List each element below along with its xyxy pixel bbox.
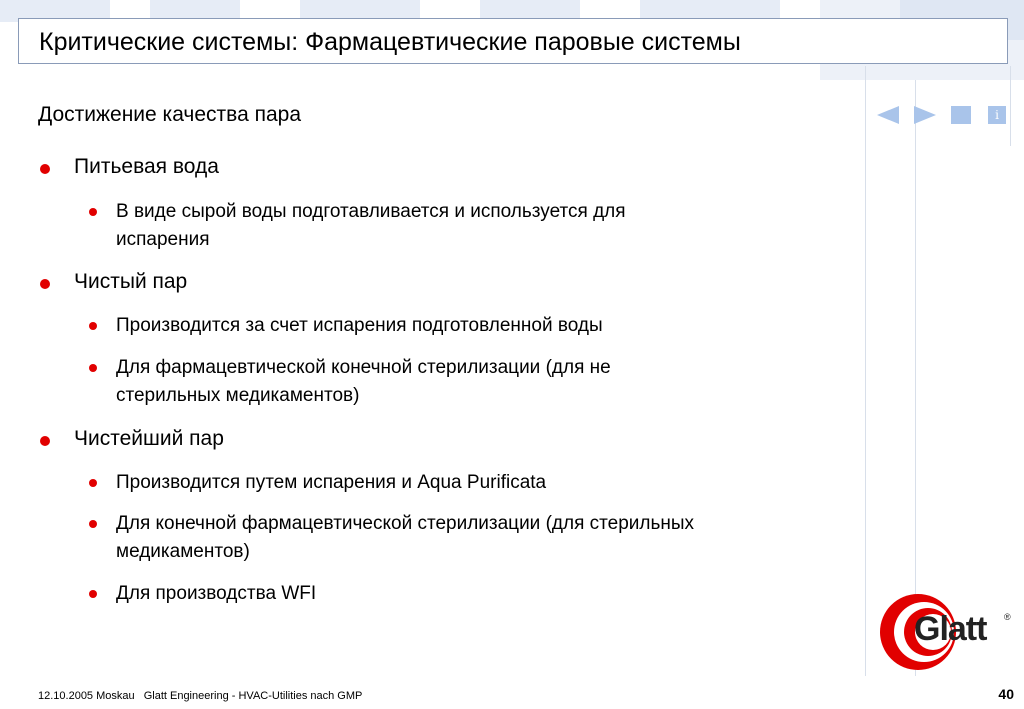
sub-bullet-dot (89, 364, 97, 372)
title-box (18, 18, 1008, 64)
nav-info-button[interactable] (988, 106, 1006, 124)
info-icon: i (995, 108, 999, 122)
bullet-3-sub-2-line2: медикаментов) (116, 541, 250, 562)
nav-home-icon[interactable] (951, 106, 971, 124)
footer-text: Glatt Engineering - HVAC-Utilities nach GMP (143, 690, 363, 702)
page-title: Критические системы: Фармацевтические паровые системы (39, 28, 741, 56)
bullet-dot (40, 279, 50, 289)
nav-prev-icon[interactable] (877, 106, 899, 124)
bullet-1-sub-1-line1: В виде сырой воды подготавливается и используется для (116, 201, 626, 222)
sub-bullet-dot (89, 520, 97, 528)
bullet-3-sub-1: Производится путем испарения и Aqua Purificata (116, 472, 547, 493)
bullet-2-sub-2-line1: Для фармацевтической конечной стерилизации (для не (116, 357, 611, 378)
bullet-3-sub-2-line1: Для конечной фармацевтической стерилизации (для стерильных (116, 513, 695, 534)
bullet-dot (40, 164, 50, 174)
bullet-1: Питьевая вода (74, 155, 219, 178)
bullet-2-sub-2-line2: стерильных медикаментов) (116, 385, 360, 406)
nav-next-icon[interactable] (914, 106, 936, 124)
logo-text: Glatt (914, 610, 987, 648)
footer-date: 12.10.2005 Moskau (38, 690, 135, 702)
sub-bullet-dot (89, 208, 97, 216)
bullet-2-sub-1: Производится за счет испарения подготовленной воды (116, 315, 603, 336)
footer (18, 690, 362, 702)
sub-bullet-dot (89, 479, 97, 487)
bullet-2: Чистый пар (74, 270, 188, 293)
bullet-1-sub-1-line2: испарения (116, 229, 210, 250)
glatt-logo (878, 592, 1016, 672)
sub-bullet-dot (89, 590, 97, 598)
bullet-dot (40, 436, 50, 446)
bullet-3: Чистейший пар (74, 427, 224, 450)
bullet-3-sub-3: Для производства WFI (116, 583, 317, 604)
logo-registered-mark: ® (1004, 612, 1011, 622)
sub-bullet-dot (89, 322, 97, 330)
page-number: 40 (998, 686, 1014, 702)
slide-subtitle: Достижение качества пара (38, 103, 302, 126)
